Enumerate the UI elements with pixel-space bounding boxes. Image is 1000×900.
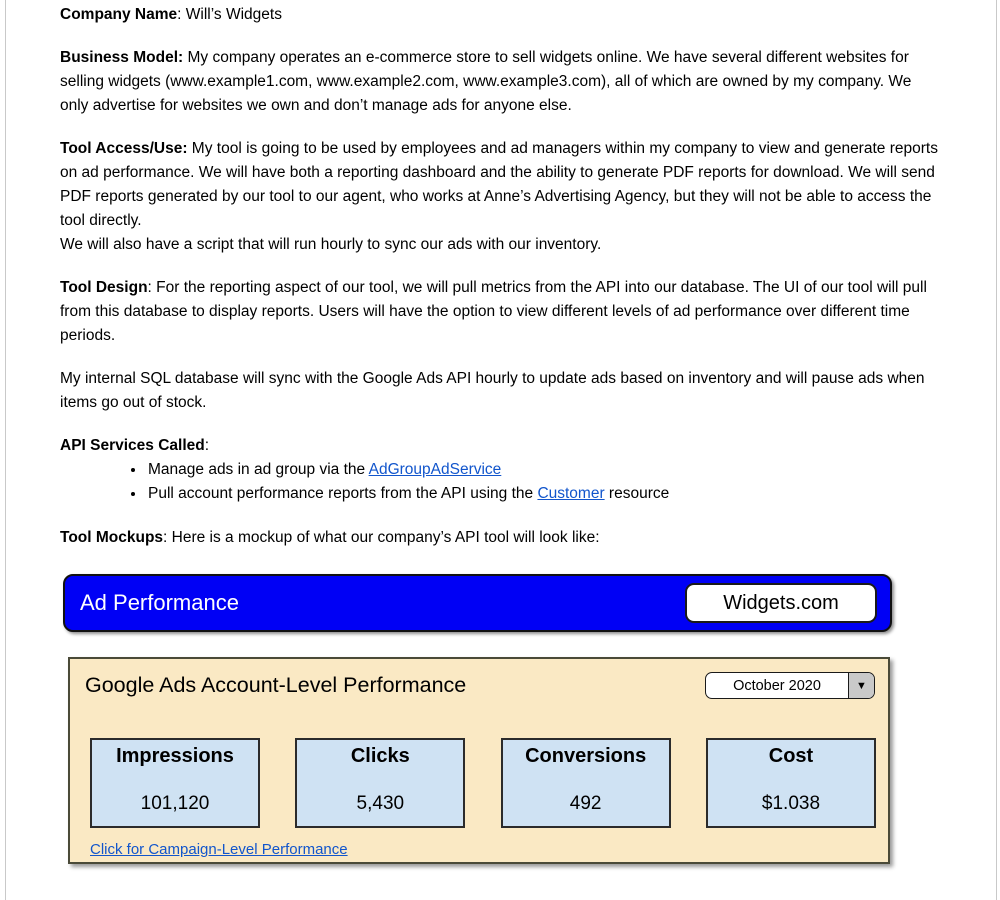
sql-sync-text: My internal SQL database will sync with the Google Ads API hourly to update ads based on inventory and will pause ads when items go out of stock. [60, 370, 925, 411]
widgets-site-button[interactable]: Widgets.com [685, 583, 877, 623]
metric-card-impressions [90, 738, 260, 828]
bullet-text: Manage ads in ad group via the [148, 461, 369, 478]
metric-card-conversions [501, 738, 671, 828]
list-item-customer [146, 482, 942, 506]
panel-title: Google Ads Account-Level Performance [85, 673, 467, 697]
metric-value: 101,120 [140, 793, 210, 814]
panel-header-row [70, 659, 888, 699]
month-dropdown[interactable] [705, 672, 875, 699]
company-name-value: : Will’s Widgets [177, 6, 282, 23]
tool-access-text-line2: We will also have a script that will run hourly to sync our ads with our inventory. [60, 236, 602, 253]
tool-design-paragraph [60, 276, 942, 348]
api-services-label: API Services Called [60, 437, 205, 454]
metric-cards-row [70, 738, 888, 828]
metric-value: 492 [569, 793, 602, 814]
business-model-label: Business Model: [60, 49, 184, 66]
month-dropdown-arrow-button[interactable] [848, 673, 874, 698]
api-services-colon: : [204, 437, 210, 454]
company-name-label: Company Name [60, 6, 178, 23]
business-model-paragraph [60, 46, 942, 118]
list-item-adgroupadservice [146, 458, 942, 482]
page-left-edge [5, 0, 6, 900]
metric-label: Impressions [116, 745, 234, 767]
panel-link-row [70, 828, 888, 859]
tool-mockups-paragraph [60, 526, 942, 550]
tool-design-label: Tool Design [60, 279, 148, 296]
mockup-header-bar [63, 574, 892, 632]
api-services-list [60, 458, 942, 506]
metric-label: Clicks [350, 745, 410, 767]
adgroupadservice-link[interactable]: AdGroupAdService [368, 461, 502, 478]
sql-sync-paragraph [60, 367, 942, 415]
api-services-heading [60, 434, 942, 458]
metric-value: 5,430 [356, 793, 405, 814]
page-right-edge [996, 0, 997, 900]
bullet-text: Pull account performance reports from the API using the [148, 485, 538, 502]
customer-link[interactable]: Customer [537, 485, 605, 502]
metric-value: $1.038 [761, 793, 821, 814]
company-name-line [60, 3, 942, 27]
metric-card-cost [706, 738, 876, 828]
metric-label: Cost [768, 745, 814, 767]
tool-access-label: Tool Access/Use: [60, 140, 188, 157]
tool-mockups-text: : Here is a mockup of what our company’s API tool will look like: [163, 529, 600, 546]
tool-design-text: : For the reporting aspect of our tool, we will pull metrics from the API into our database. The UI of our tool will pull from this database to display reports. Users will have the option to view different levels of ad performance over different time periods. [60, 279, 927, 344]
bullet-text-suffix: resource [604, 485, 670, 502]
campaign-level-link[interactable]: Click for Campaign-Level Performance [90, 841, 348, 858]
metric-label: Conversions [525, 745, 647, 767]
month-dropdown-value: October 2020 [733, 677, 821, 694]
tool-access-text: My tool is going to be used by employees and ad managers within my company to view and generate reports on ad performance. We will have both a reporting dashboard and the ability to generate PDF reports for download. We will send PDF reports generated by our tool to our agent, who works at Anne’s Advertising Agency, but they will not be able to access the tool directly. [60, 140, 938, 229]
account-performance-panel [68, 657, 890, 864]
mockup-app-title: Ad Performance [80, 590, 239, 615]
chevron-down-icon: ▼ [856, 679, 867, 692]
business-model-text: My company operates an e-commerce store to sell widgets online. We have several different websites for selling widgets (www.example1.com, www.example2.com, www.example3.com), all of which are owned by my company. We only advertise for websites we own and don’t manage ads for anyone else. [60, 49, 912, 114]
tool-access-paragraph [60, 137, 942, 257]
metric-card-clicks [295, 738, 465, 828]
tool-mockups-label: Tool Mockups [60, 529, 164, 546]
